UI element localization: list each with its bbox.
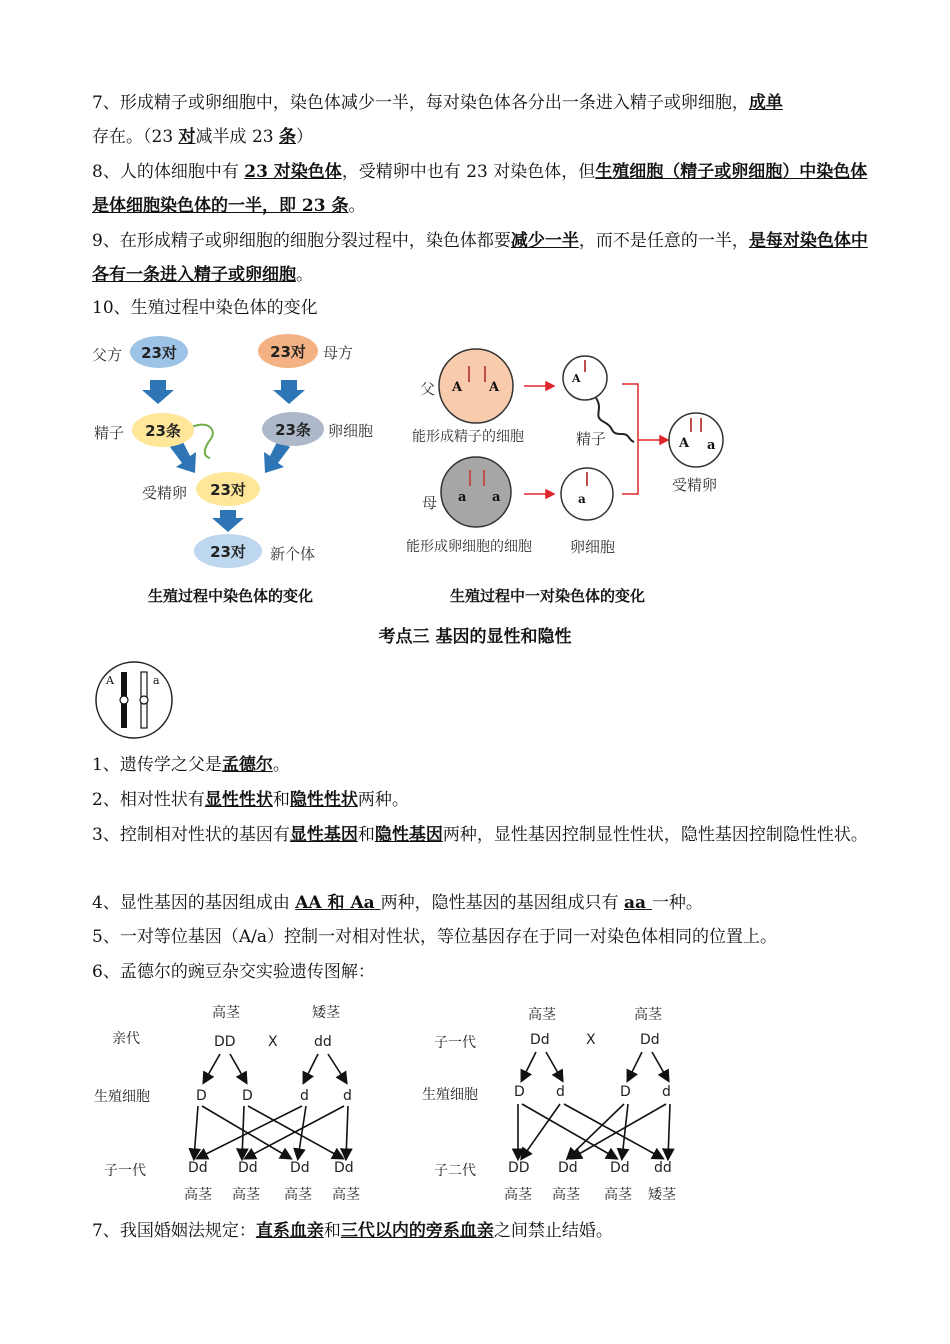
label-sperm: 精子 xyxy=(576,430,607,448)
emphasis: 孟德尔 xyxy=(221,755,273,775)
text: 10、生殖过程中染色体的变化 xyxy=(92,298,318,318)
text: 两种。 xyxy=(357,790,409,810)
cross-symbol: X xyxy=(586,1032,596,1048)
offspring-trait: 高茎 xyxy=(604,1187,632,1203)
gene-a: a xyxy=(492,490,501,505)
arrow-down-icon xyxy=(273,380,305,404)
label-newbody: 新个体 xyxy=(270,545,316,563)
emphasis: 三代以内的旁系血亲 xyxy=(340,1221,494,1241)
offspring-trait: 高茎 xyxy=(552,1187,580,1203)
text: 7、我国婚姻法规定： xyxy=(92,1221,256,1241)
genotype-Dd: Dd xyxy=(530,1032,550,1048)
text: 存在。（23 xyxy=(92,127,179,147)
text: 。 xyxy=(348,196,366,216)
trait-tall: 高茎 xyxy=(528,1007,556,1023)
offspring-trait: 高茎 xyxy=(504,1187,532,1203)
emphasis: 直系血亲 xyxy=(255,1221,324,1241)
figure-one-pair-chromosomes xyxy=(400,330,740,610)
gene-A: A xyxy=(452,380,463,395)
text: 6、孟德尔的豌豆杂交实验遗传图解： xyxy=(92,962,375,982)
emphasis: AA 和 Aa xyxy=(295,893,381,913)
text: 和 xyxy=(323,1221,341,1241)
emphasis: 条 xyxy=(279,127,296,147)
label-father: 父方 xyxy=(92,346,123,364)
offspring-genotype: Dd xyxy=(290,1160,310,1176)
sperm-precursor-cell-icon xyxy=(439,349,513,423)
offspring-trait: 矮茎 xyxy=(648,1187,676,1203)
text: 减半成 23 xyxy=(195,127,279,147)
row-label-gamete: 生殖细胞 xyxy=(422,1087,478,1103)
row-label-f2: 子二代 xyxy=(434,1163,476,1179)
text: 和 xyxy=(272,790,290,810)
gamete: D xyxy=(196,1088,207,1104)
label-egg: 卵细胞 xyxy=(570,538,616,556)
text: 1、遗传学之父是 xyxy=(92,755,222,775)
paragraph-10 xyxy=(92,291,868,325)
text: 3、控制相对性状的基因有 xyxy=(92,825,290,845)
text: 5、一对等位基因（A/a）控制一对相对性状，等位基因存在于同一对染色体相同的位置上。 xyxy=(92,927,777,947)
trait-tall: 高茎 xyxy=(634,1007,662,1023)
gamete: d xyxy=(556,1084,565,1100)
text: 之间禁止结婚。 xyxy=(493,1221,613,1241)
gene-a: a xyxy=(707,438,716,453)
offspring-trait: 高茎 xyxy=(332,1187,360,1203)
label-mother: 母 xyxy=(422,494,438,512)
row-label-parent: 亲代 xyxy=(112,1031,140,1047)
gamete: d xyxy=(343,1088,352,1104)
item-7-marriage-law xyxy=(92,1214,868,1248)
offspring-genotype: DD xyxy=(508,1160,530,1176)
oval-father-23pairs: 23对 xyxy=(130,336,188,368)
item-6 xyxy=(92,955,868,989)
label-zygote: 受精卵 xyxy=(142,484,188,502)
paragraph-7 xyxy=(92,86,868,154)
emphasis: 生殖细胞（精子或卵细胞）中染色体是体细胞染色体的一半，即 23 条 xyxy=(92,162,868,216)
item-3 xyxy=(92,818,868,852)
emphasis: 显性性状 xyxy=(204,790,273,810)
text: 2、相对性状有 xyxy=(92,790,205,810)
emphasis: 隐性性状 xyxy=(289,790,358,810)
genotype-DD: DD xyxy=(214,1034,236,1050)
arrow-right-icon xyxy=(546,490,554,498)
row-label-f1: 子一代 xyxy=(104,1163,146,1179)
text: 9、在形成精子或卵细胞的细胞分裂过程中，染色体都要 xyxy=(92,231,511,251)
offspring-genotype: Dd xyxy=(188,1160,208,1176)
label-egg-precursor: 能形成卵细胞的细胞 xyxy=(406,539,532,555)
gamete: d xyxy=(300,1088,309,1104)
label-zygote: 受精卵 xyxy=(672,476,718,494)
paragraph-8 xyxy=(92,155,868,223)
arrow-right-icon xyxy=(660,436,668,444)
figure-reproduction-chromosomes xyxy=(90,330,390,610)
chromosome-pair-figure xyxy=(94,660,176,742)
offspring-genotype: Dd xyxy=(610,1160,630,1176)
text: 7、形成精子或卵细胞中，染色体减少一半，每对染色体各分出一条进入精子或卵细胞， xyxy=(92,93,749,113)
oval-mother-23pairs: 23对 xyxy=(258,334,318,368)
emphasis: 显性基因 xyxy=(289,825,358,845)
gamete: D xyxy=(620,1084,631,1100)
arrow-right-icon xyxy=(546,382,554,390)
emphasis: 对 xyxy=(178,127,196,147)
text: 两种，显性基因控制显性性状，隐性基因控制隐性性状。 xyxy=(442,825,868,845)
gamete: d xyxy=(662,1084,671,1100)
emphasis: 减少一半 xyxy=(510,231,579,251)
item-2 xyxy=(92,783,868,817)
emphasis: 成单 xyxy=(748,93,783,113)
row-label-gamete: 生殖细胞 xyxy=(94,1089,150,1105)
gamete: D xyxy=(514,1084,525,1100)
label-sperm-precursor: 能形成精子的细胞 xyxy=(412,429,524,445)
label-father: 父 xyxy=(420,380,436,398)
gamete: D xyxy=(242,1088,253,1104)
chromosome-pair-icon xyxy=(94,660,176,742)
figure-2-caption: 生殖过程中一对染色体的变化 xyxy=(450,587,646,605)
item-5 xyxy=(92,920,868,954)
oval-sperm-23: 23条 xyxy=(132,413,194,447)
offspring-genotype: Dd xyxy=(334,1160,354,1176)
emphasis: 隐性基因 xyxy=(374,825,443,845)
figure-1-arrows xyxy=(90,330,390,570)
label-egg: 卵细胞 xyxy=(328,422,374,440)
text: 。 xyxy=(296,265,313,285)
arrow-down-icon xyxy=(212,510,244,532)
label-mother: 母方 xyxy=(323,344,354,362)
text: 和 xyxy=(357,825,375,845)
text: 8、人的体细胞中有 xyxy=(92,162,245,182)
offspring-genotype: dd xyxy=(654,1160,672,1176)
gene-A: A xyxy=(489,380,500,395)
offspring-trait: 高茎 xyxy=(232,1187,260,1203)
figure-1-caption: 生殖过程中染色体的变化 xyxy=(148,587,314,605)
section-heading: 考点三 基因的显性和隐性 xyxy=(378,627,572,647)
text: ，而不是任意的一半， xyxy=(578,231,749,251)
emphasis: 是每对染色体中各有一条进入精子或卵细胞 xyxy=(92,231,868,285)
offspring-genotype: Dd xyxy=(238,1160,258,1176)
oval-egg-23: 23条 xyxy=(262,412,324,446)
paragraph-9 xyxy=(92,224,868,292)
text: 。 xyxy=(272,755,290,775)
egg-precursor-cell-icon xyxy=(441,457,511,527)
gene-a: a xyxy=(153,674,160,687)
label-sperm: 精子 xyxy=(94,424,125,442)
gene-A: A xyxy=(679,436,690,451)
oval-newbody-23pairs: 23对 xyxy=(194,534,262,568)
gene-a: a xyxy=(578,492,586,506)
genotype-Dd: Dd xyxy=(640,1032,660,1048)
trait-short: 矮茎 xyxy=(312,1005,340,1021)
cross-symbol: X xyxy=(268,1034,278,1050)
text: 两种，隐性基因的基因组成只有 xyxy=(380,893,624,913)
offspring-trait: 高茎 xyxy=(284,1187,312,1203)
oval-zygote-23pairs: 23对 xyxy=(196,472,260,506)
item-4 xyxy=(92,886,868,920)
text: ，受精卵中也有 23 对染色体，但 xyxy=(341,162,596,182)
offspring-trait: 高茎 xyxy=(184,1187,212,1203)
gene-a: a xyxy=(458,490,467,505)
cross-diagram-f1 xyxy=(420,998,710,1208)
gene-A: A xyxy=(106,674,114,687)
text: 4、显性基因的基因组成由 xyxy=(92,893,296,913)
text: 一种。 xyxy=(651,893,703,913)
text: ） xyxy=(296,127,313,147)
row-label-parent: 子一代 xyxy=(434,1035,476,1051)
arrow-down-icon xyxy=(142,380,174,404)
item-1 xyxy=(92,748,868,782)
emphasis: aa xyxy=(623,893,652,913)
trait-tall: 高茎 xyxy=(212,1005,240,1021)
gene-A: A xyxy=(572,372,581,385)
genotype-dd: dd xyxy=(314,1034,332,1050)
emphasis: 23 对染色体 xyxy=(244,162,342,182)
cross-diagram-parent xyxy=(92,998,392,1208)
offspring-genotype: Dd xyxy=(558,1160,578,1176)
